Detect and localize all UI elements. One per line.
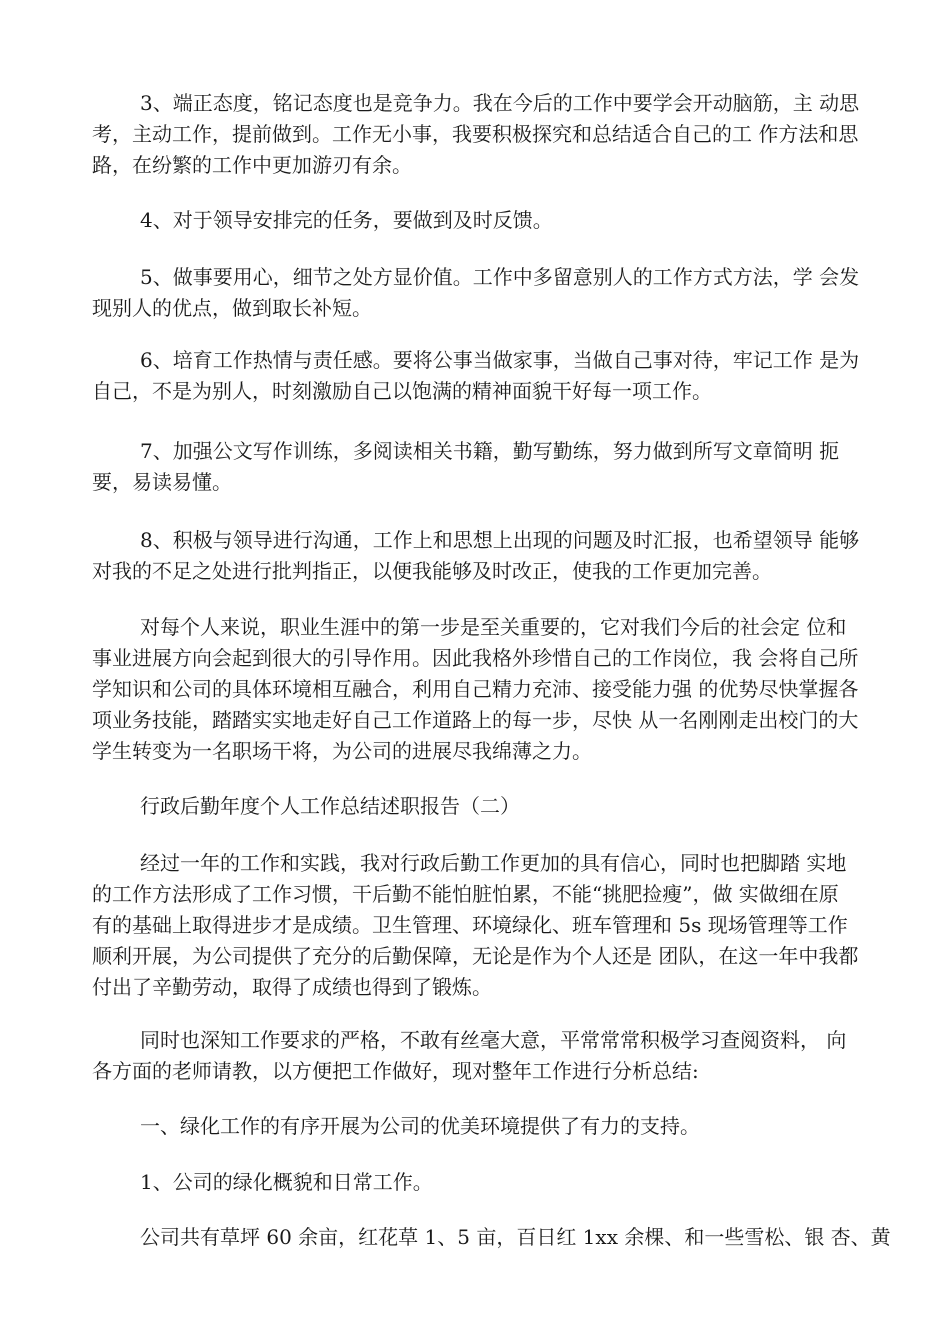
- paragraph-item-8: [44, 525, 910, 587]
- text-line: 各方面的老师请教，以方便把工作做好，现对整年工作进行分析总结:: [92, 1059, 699, 1083]
- text-line: 经过一年的工作和实践，我对行政后勤工作更加的具有信心，同时也把脚踏 实地: [140, 851, 847, 875]
- text-line: 公司共有草坪 60 余亩，红花草 1、5 亩，百日红 1xx 余棵、和一些雪松、银 杏、黄: [140, 1225, 891, 1249]
- text-line: 3、端正态度，铭记态度也是竞争力。我在今后的工作中要学会开动脑筋，主 动思: [140, 91, 860, 115]
- text-line: 事业进展方向会起到很大的引导作用。因此我格外珍惜自己的工作岗位，我 会将自己所: [92, 646, 859, 670]
- text-line: 7、加强公文写作训练，多阅读相关书籍，勤写勤练，努力做到所写文章简明 扼: [140, 439, 840, 463]
- paragraph-year-summary: [44, 848, 910, 1003]
- subsection-heading-greening-1: [44, 1167, 910, 1198]
- section-heading-greening: [44, 1111, 910, 1142]
- text-line: 4、对于领导安排完的任务，要做到及时反馈。: [140, 208, 553, 232]
- text-line: 对每个人来说，职业生涯中的第一步是至关重要的，它对我们今后的社会定 位和: [140, 615, 847, 639]
- paragraph-item-7: [44, 436, 910, 498]
- text-line: 要，易读易懂。: [92, 470, 232, 494]
- paragraph-item-3: [44, 88, 910, 181]
- text-line: 一、绿化工作的有序开展为公司的优美环境提供了有力的支持。: [140, 1114, 700, 1138]
- text-line: 行政后勤年度个人工作总结述职报告（二）: [140, 794, 520, 818]
- text-line: 8、积极与领导进行沟通，工作上和思想上出现的问题及时汇报，也希望领导 能够: [140, 528, 860, 552]
- text-line: 同时也深知工作要求的严格，不敢有丝毫大意，平常常常积极学习查阅资料， 向: [140, 1028, 847, 1052]
- text-line: 考，主动工作，提前做到。工作无小事，我要积极探究和总结适合自己的工 作方法和思: [92, 122, 859, 146]
- text-line: 路，在纷繁的工作中更加游刃有余。: [92, 153, 412, 177]
- text-line: 对我的不足之处进行批判指正，以便我能够及时改正，使我的工作更加完善。: [92, 559, 772, 583]
- text-line: 6、培育工作热情与责任感。要将公事当做家事，当做自己事对待，牢记工作 是为: [140, 348, 860, 372]
- paragraph-strict: [44, 1025, 910, 1087]
- text-line: 有的基础上取得进步才是成绩。卫生管理、环境绿化、班车管理和 5s 现场管理等工作: [92, 913, 848, 937]
- text-line: 现别人的优点，做到取长补短。: [92, 296, 372, 320]
- text-line: 5、做事要用心，细节之处方显价值。工作中多留意别人的工作方式方法，学 会发: [140, 265, 860, 289]
- text-line: 学生转变为一名职场干将，为公司的进展尽我绵薄之力。: [92, 739, 592, 763]
- paragraph-item-4: [44, 205, 910, 236]
- text-line: 学知识和公司的具体环境相互融合，利用自己精力充沛、接受能力强 的优势尽快掌握各: [92, 677, 859, 701]
- text-line: 自己，不是为别人，时刻激励自己以饱满的精神面貌干好每一项工作。: [92, 379, 712, 403]
- text-line: 项业务技能，踏踏实实地走好自己工作道路上的每一步，尽快 从一名刚刚走出校门的大: [92, 708, 859, 732]
- text-line: 顺利开展，为公司提供了充分的后勤保障，无论是作为个人还是 团队，在这一年中我都: [92, 944, 859, 968]
- paragraph-lawn: [44, 1222, 910, 1253]
- text-line: 的工作方法形成了工作习惯，干后勤不能怕脏怕累，不能“挑肥捡瘦”，做 实做细在原: [92, 882, 839, 906]
- text-line: 付出了辛勤劳动，取得了成绩也得到了锻炼。: [92, 975, 492, 999]
- paragraph-item-5: [44, 262, 910, 324]
- text-line: 1、公司的绿化概貌和日常工作。: [140, 1170, 433, 1194]
- paragraph-item-6: [44, 345, 910, 407]
- paragraph-career: [44, 612, 910, 767]
- section-title-2: [44, 791, 910, 822]
